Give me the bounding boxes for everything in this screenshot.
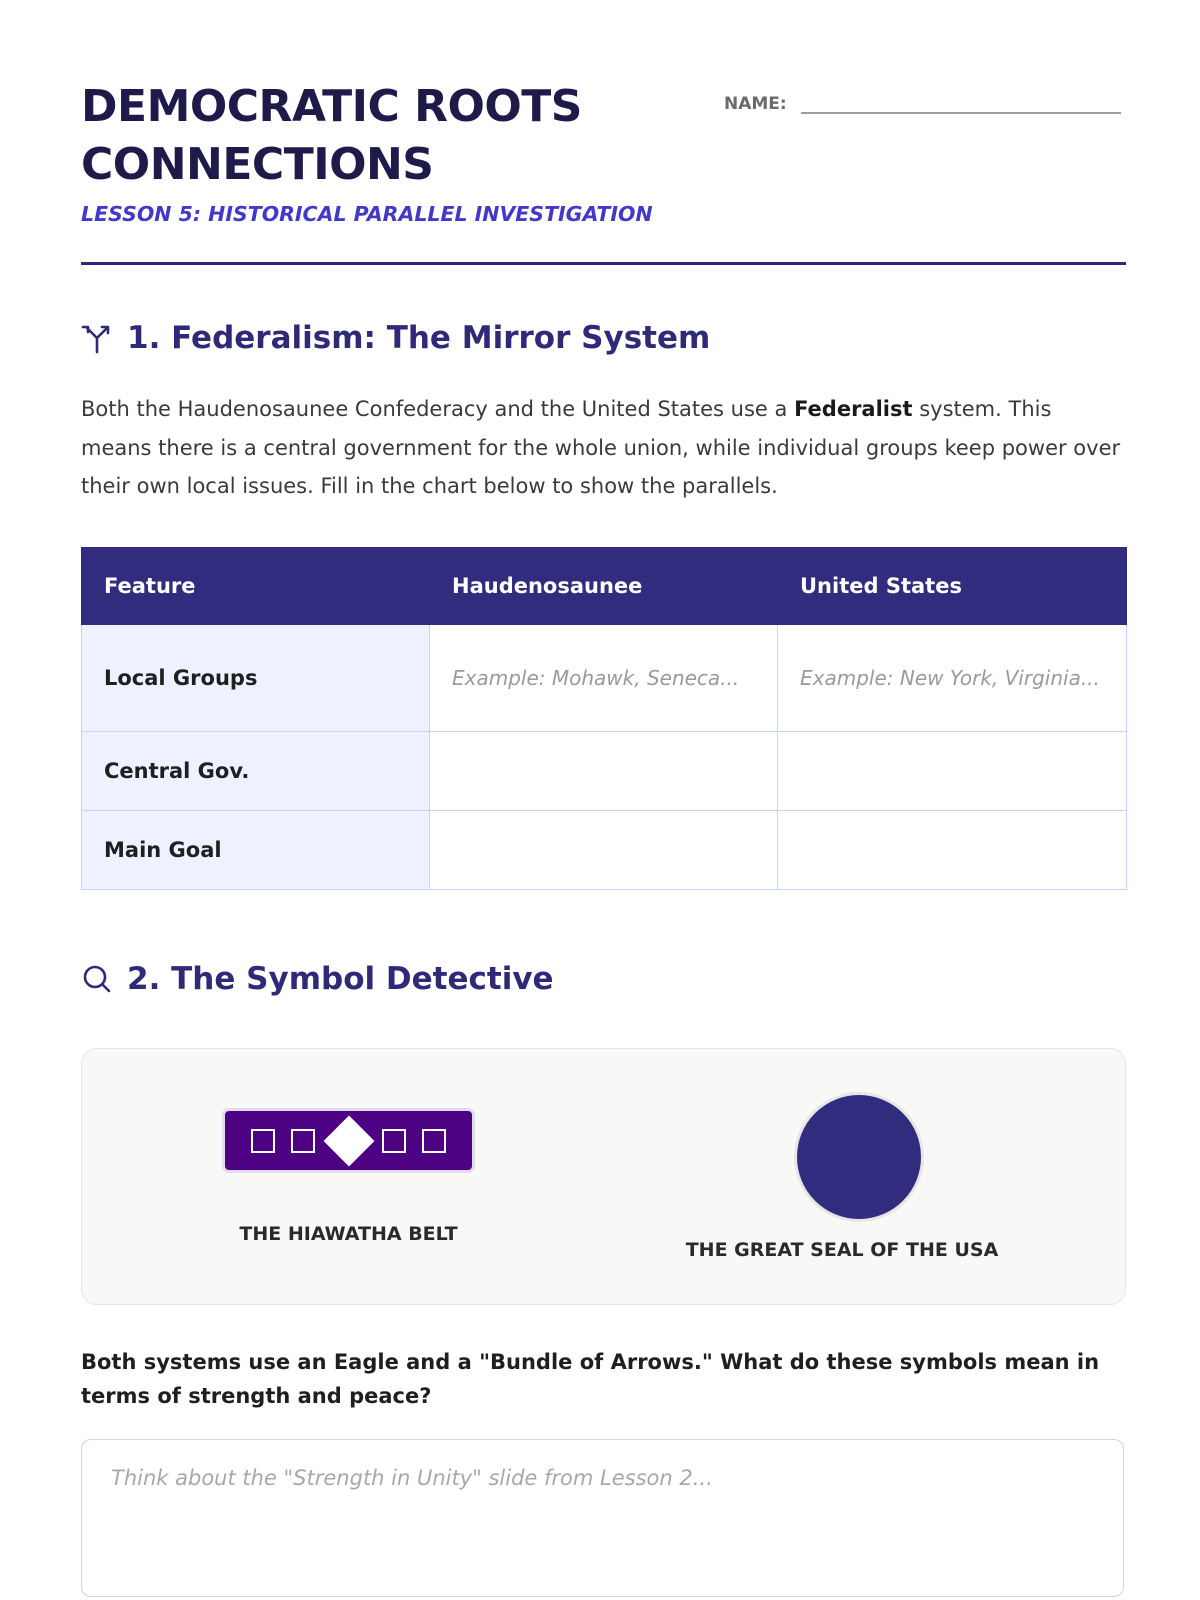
intro-text-start: Both the Haudenosaunee Confederacy and the United States use a (81, 397, 795, 421)
cell-local-groups-haudenosaunee[interactable]: Example: Mohawk, Seneca... (430, 625, 778, 732)
table-row (82, 732, 1127, 811)
hiawatha-belt-image (222, 1108, 475, 1173)
cell-main-goal-united-states[interactable] (778, 811, 1127, 890)
belt-square (382, 1129, 406, 1153)
answer-textarea[interactable] (81, 1439, 1124, 1597)
seal-caption: THE GREAT SEAL OF THE USA (685, 1239, 999, 1261)
intro-bold-term: Federalist (794, 397, 913, 421)
belt-square (251, 1129, 275, 1153)
page-title: DEMOCRATIC ROOTS CONNECTIONS (81, 81, 582, 190)
column-header-feature: Feature (82, 548, 430, 625)
section-1-heading (81, 320, 710, 356)
name-input-line[interactable] (801, 88, 1121, 114)
worksheet-header (81, 0, 1126, 267)
belt-square (422, 1129, 446, 1153)
cell-central-gov-united-states[interactable] (778, 732, 1127, 811)
intro-text-end: system. This means there is a central government for the whole union, while individual groups keep power over their own local issues. Fill in the chart below to show the parallels. (81, 397, 1121, 498)
federalism-chart (81, 547, 1127, 890)
great-seal-image (794, 1092, 924, 1222)
page-subtitle: LESSON 5: HISTORICAL PARALLEL INVESTIGATION (81, 202, 653, 226)
table-row (82, 811, 1127, 890)
column-header-united-states: United States (778, 548, 1127, 625)
name-label: NAME: (724, 94, 787, 114)
section-1-intro (81, 390, 1126, 506)
row-label-main-goal: Main Goal (82, 811, 430, 890)
row-label-local-groups: Local Groups (82, 625, 430, 732)
row-label-central-gov: Central Gov. (82, 732, 430, 811)
cell-local-groups-united-states[interactable]: Example: New York, Virginia... (778, 625, 1127, 732)
table-header-row (82, 548, 1127, 625)
belt-caption: THE HIAWATHA BELT (239, 1223, 458, 1245)
belt-square (291, 1129, 315, 1153)
worksheet-page (81, 0, 1126, 1408)
split-arrows-icon (81, 322, 113, 354)
section-2-title: 2. The Symbol Detective (127, 961, 554, 997)
cell-central-gov-haudenosaunee[interactable] (430, 732, 778, 811)
belt-center-diamond (324, 1116, 375, 1167)
symbol-panel (81, 1048, 1126, 1305)
section-2-heading (81, 961, 554, 997)
search-icon (81, 963, 113, 995)
table-row (82, 625, 1127, 732)
name-field (724, 88, 1121, 114)
column-header-haudenosaunee: Haudenosaunee (430, 548, 778, 625)
section-1-title: 1. Federalism: The Mirror System (127, 320, 711, 356)
header-divider (81, 262, 1126, 265)
cell-main-goal-haudenosaunee[interactable] (430, 811, 778, 890)
symbol-question: Both systems use an Eagle and a "Bundle of Arrows." What do these symbols mean in terms of strength and peace? (81, 1350, 1100, 1408)
